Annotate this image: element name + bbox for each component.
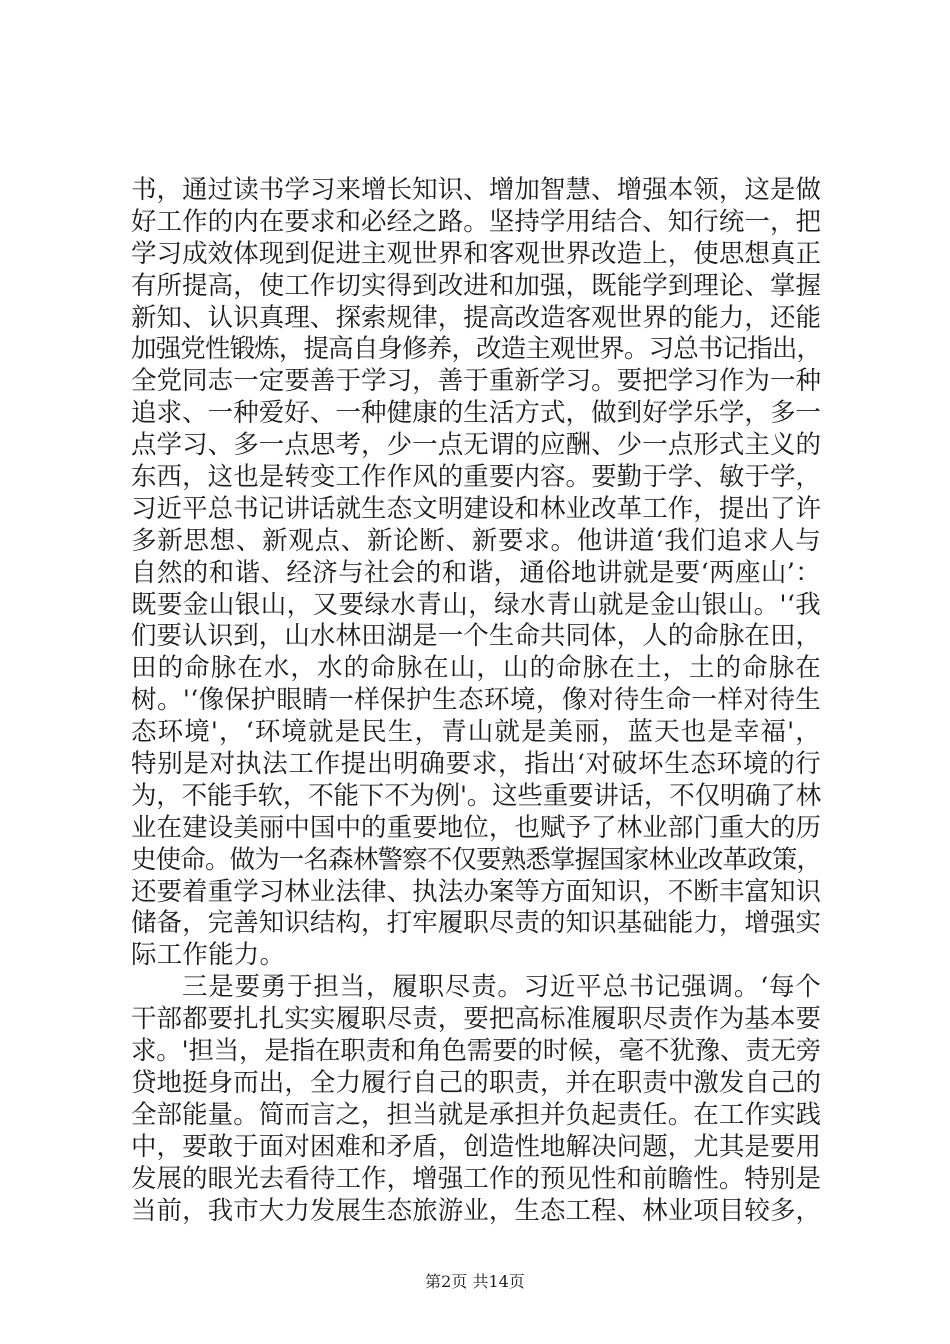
text-line: 全部能量。简而言之，担当就是承担并负起责任。在工作实践	[131, 1099, 821, 1130]
text-line: 态环境'，‘环境就是民生，青山就是美丽，蓝天也是幸福'，	[131, 717, 821, 748]
text-line: 还要着重学习林业法律、执法办案等方面知识，不断丰富知识	[131, 876, 821, 907]
body-text	[131, 175, 821, 1227]
text-line: 自然的和谐、经济与社会的和谐，通俗地讲就是要‘两座山’：	[131, 557, 821, 588]
text-line: 新知、认识真理、探索规律，提高改造客观世界的能力，还能	[131, 302, 821, 333]
text-line: 求。'担当，是指在职责和角色需要的时候，毫不犹豫、责无旁	[131, 1036, 821, 1067]
text-line: 树。'‘像保护眼睛一样保护生态环境，像对待生命一样对待生	[131, 685, 821, 716]
text-line: 当前，我市大力发展生态旅游业，生态工程、林业项目较多，	[131, 1195, 821, 1226]
text-line: 发展的眼光去看待工作，增强工作的预见性和前瞻性。特别是	[131, 1163, 821, 1194]
text-line: 际工作能力。	[131, 940, 286, 971]
text-line: 为，不能手软，不能下不为例'。这些重要讲话，不仅明确了林	[131, 780, 821, 811]
text-line: 干部都要扎扎实实履职尽责，要把高标准履职尽责作为基本要	[131, 1004, 821, 1035]
text-line: 们要认识到，山水林田湖是一个生命共同体，人的命脉在田，	[131, 621, 821, 652]
text-line: 习近平总书记讲话就生态文明建设和林业改革工作，提出了许	[131, 493, 821, 524]
text-line: 好工作的内在要求和必经之路。坚持学用结合、知行统一，把	[131, 206, 821, 237]
text-line: 史使命。做为一名森林警察不仅要熟悉掌握国家林业改革政策，	[131, 844, 821, 875]
text-line: 储备，完善知识结构，打牢履职尽责的知识基础能力，增强实	[131, 908, 821, 939]
text-line: 追求、一种爱好、一种健康的生活方式，做到好学乐学，多一	[131, 398, 821, 429]
text-line: 点学习、多一点思考，少一点无谓的应酬、少一点形式主义的	[131, 430, 821, 461]
text-line: 书，通过读书学习来增长知识、增加智慧、增强本领，这是做	[131, 175, 821, 205]
text-line: 中，要敢于面对困难和矛盾，创造性地解决问题，尤其是要用	[131, 1131, 821, 1162]
text-line: 东西，这也是转变工作作风的重要内容。要勤于学、敏于学，	[131, 462, 821, 493]
text-line: 加强党性锻炼，提高自身修养，改造主观世界。习总书记指出，	[131, 334, 821, 365]
text-line: 三是要勇于担当，履职尽责。习近平总书记强调。‘每个	[182, 972, 821, 1003]
text-line: 学习成效体现到促进主观世界和客观世界改造上，使思想真正	[131, 238, 821, 269]
text-line: 有所提高，使工作切实得到改进和加强，既能学到理论、掌握	[131, 270, 821, 301]
text-line: 贷地挺身而出，全力履行自己的职责，并在职责中激发自己的	[131, 1067, 821, 1098]
page-footer: 第2页 共14页	[425, 1272, 525, 1291]
text-line: 全党同志一定要善于学习，善于重新学习。要把学习作为一种	[131, 366, 821, 397]
text-line: 田的命脉在水，水的命脉在山，山的命脉在土，土的命脉在	[131, 653, 821, 684]
text-line: 特别是对执法工作提出明确要求，指出‘对破坏生态环境的行	[131, 749, 821, 780]
text-line: 既要金山银山，又要绿水青山，绿水青山就是金山银山。'‘我	[131, 589, 821, 620]
text-line: 业在建设美丽中国中的重要地位，也赋予了林业部门重大的历	[131, 812, 821, 843]
text-line: 多新思想、新观点、新论断、新要求。他讲道‘我们追求人与	[131, 525, 821, 556]
